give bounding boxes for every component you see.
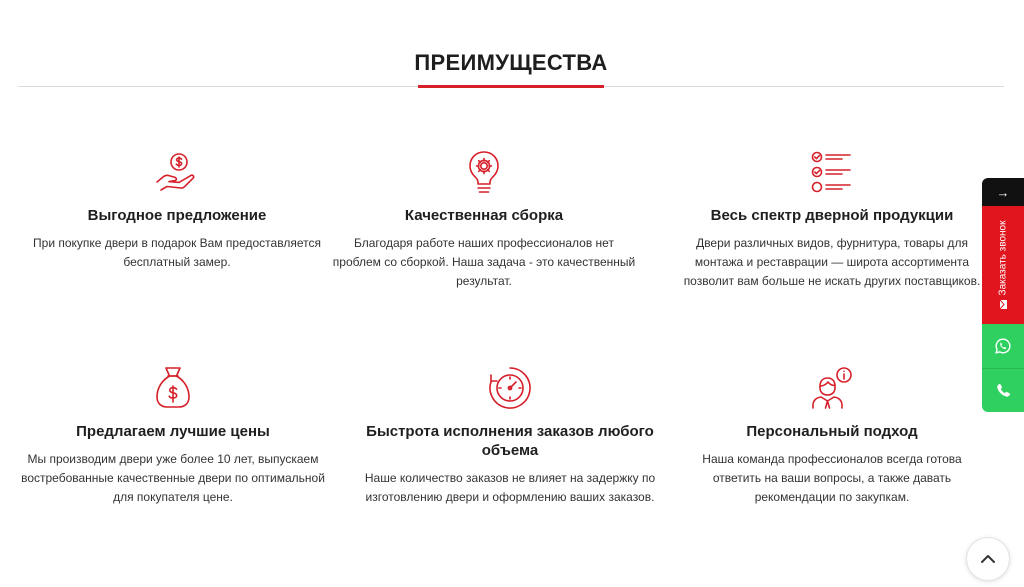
phone-icon (996, 383, 1011, 398)
feature-text: Двери различных видов, фурнитура, товары для монтажа и реставрации — широта ассортимента позволит вам больше не искать других поставщиков. (683, 236, 981, 288)
section-header (18, 0, 1004, 88)
money-bag-icon (149, 364, 197, 412)
hand-coin-icon (153, 148, 201, 196)
scroll-to-top-button[interactable] (966, 537, 1010, 581)
feature-title: Быстрота исполнения заказов любого объема (366, 423, 654, 459)
feature-card-personal-approach (677, 364, 987, 507)
feature-title: Весь спектр дверной продукции (710, 207, 954, 224)
phone-call-button[interactable] (982, 368, 1024, 412)
section-title: ПРЕИМУЩЕСТВА (414, 50, 608, 75)
feature-card-fast-execution (355, 364, 665, 507)
gear-bulb-icon (460, 148, 508, 196)
feature-title: Выгодное предложение (87, 207, 267, 224)
whatsapp-icon (995, 338, 1011, 354)
feature-card-full-range (677, 148, 987, 291)
contact-side-widget (982, 178, 1024, 412)
feature-card-best-offer (22, 148, 332, 272)
feature-text: Мы производим двери уже более 10 лет, выпускаем востребованные качественные двери по оптимальной для покупателя цене. (21, 452, 325, 504)
speed-clock-icon (486, 364, 534, 412)
feature-title: Качественная сборка (404, 207, 564, 224)
collapse-widget-button[interactable] (982, 178, 1024, 206)
feature-card-best-prices (18, 364, 328, 507)
section-title-underline (418, 85, 604, 88)
whatsapp-button[interactable] (982, 324, 1024, 368)
feature-card-quality-assembly (329, 148, 639, 291)
feature-text: Наша команда профессионалов всегда готова ответить на ваши вопросы, а также давать рекомендации по закупкам. (702, 452, 962, 504)
feature-text: При покупке двери в подарок Вам предоставляется бесплатный замер. (33, 236, 321, 269)
checklist-icon (808, 148, 856, 196)
order-call-label: Заказать звонок (997, 220, 1009, 296)
feature-title: Предлагаем лучшие цены (76, 423, 270, 440)
arrow-right-icon: → (996, 184, 1010, 200)
envelope-icon (999, 299, 1007, 309)
person-info-icon (808, 364, 856, 412)
feature-text: Благодаря работе наших профессионалов нет проблем со сборкой. Наша задача - это качественный результат. (332, 236, 636, 288)
feature-text: Наше количество заказов не влияет на задержку по изготовлению двери и оформлению ваших заказов. (364, 471, 656, 504)
feature-title: Персональный подход (746, 423, 918, 440)
chevron-up-icon (979, 550, 997, 568)
order-call-button[interactable] (982, 206, 1024, 324)
